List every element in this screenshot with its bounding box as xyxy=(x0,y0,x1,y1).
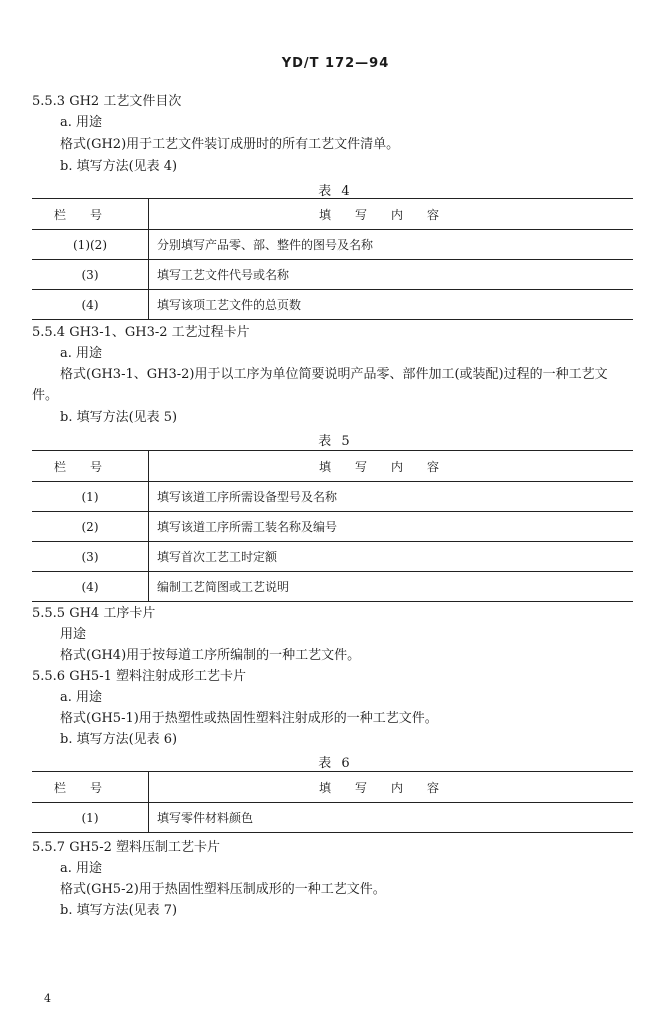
cell-field-no: (1) xyxy=(32,803,149,833)
table-4-caption: 表 4 xyxy=(318,184,353,199)
column-header-content: 填写内容 xyxy=(149,772,634,803)
table-header-row xyxy=(32,772,633,803)
table-6 xyxy=(32,771,633,833)
cell-field-no: (1)(2) xyxy=(32,230,149,260)
table-5-caption: 表 5 xyxy=(318,434,353,449)
cell-content: 填写工艺文件代号或名称 xyxy=(149,260,634,290)
cell-field-no: (4) xyxy=(32,572,149,602)
cell-content: 填写该项工艺文件的总页数 xyxy=(149,290,634,320)
column-header-field-no: 栏号 xyxy=(32,772,149,803)
section-5-5-4-a-text: 格式(GH3-1、GH3-2)用于以工序为单位简要说明产品零、部件加工(或装配)过程的一种工艺文 xyxy=(60,367,608,382)
section-5-5-6-a-text: 格式(GH5-1)用于热塑性或热固性塑料注射成形的一种工艺文件。 xyxy=(60,711,438,726)
section-5-5-3-a-text: 格式(GH2)用于工艺文件装订成册时的所有工艺文件清单。 xyxy=(60,137,400,152)
column-header-content: 填写内容 xyxy=(149,451,634,482)
section-5-5-3-b-label: b. 填写方法(见表 4) xyxy=(60,159,178,174)
table-row xyxy=(32,290,633,320)
section-5-5-5-title: 5.5.5 GH4 工序卡片 xyxy=(32,606,156,621)
table-row xyxy=(32,482,633,512)
section-5-5-6-title: 5.5.6 GH5-1 塑料注射成形工艺卡片 xyxy=(32,669,246,684)
section-5-5-7-a-label: a. 用途 xyxy=(60,861,103,876)
cell-field-no: (3) xyxy=(32,542,149,572)
section-5-5-6-a-label: a. 用途 xyxy=(60,690,103,705)
cell-field-no: (3) xyxy=(32,260,149,290)
section-5-5-7-title: 5.5.7 GH5-2 塑料压制工艺卡片 xyxy=(32,840,220,855)
section-5-5-5-a-text: 格式(GH4)用于按每道工序所编制的一种工艺文件。 xyxy=(60,648,361,663)
section-5-5-6-b-label: b. 填写方法(见表 6) xyxy=(60,732,178,747)
cell-content: 分别填写产品零、部、整件的图号及名称 xyxy=(149,230,634,260)
cell-content: 编制工艺简图或工艺说明 xyxy=(149,572,634,602)
cell-content: 填写该道工序所需设备型号及名称 xyxy=(149,482,634,512)
section-5-5-4-title: 5.5.4 GH3-1、GH3-2 工艺过程卡片 xyxy=(32,325,250,340)
cell-content: 填写零件材料颜色 xyxy=(149,803,634,833)
page-header: YD/T 172—94 xyxy=(281,56,390,71)
section-5-5-4-b-label: b. 填写方法(见表 5) xyxy=(60,410,178,425)
section-5-5-4-a-text-cont: 件。 xyxy=(32,388,59,403)
section-5-5-7-b-label: b. 填写方法(见表 7) xyxy=(60,903,178,918)
table-4 xyxy=(32,198,633,320)
column-header-field-no: 栏号 xyxy=(32,199,149,230)
section-5-5-3-title: 5.5.3 GH2 工艺文件目次 xyxy=(32,94,182,109)
table-row xyxy=(32,803,633,833)
page-number: 4 xyxy=(44,992,51,1005)
table-header-row xyxy=(32,451,633,482)
table-header-row xyxy=(32,199,633,230)
table-6-caption: 表 6 xyxy=(318,756,353,771)
section-5-5-3-a-label: a. 用途 xyxy=(60,115,103,130)
table-row xyxy=(32,542,633,572)
cell-field-no: (4) xyxy=(32,290,149,320)
section-5-5-7-a-text: 格式(GH5-2)用于热固性塑料压制成形的一种工艺文件。 xyxy=(60,882,386,897)
cell-content: 填写该道工序所需工装名称及编号 xyxy=(149,512,634,542)
table-row xyxy=(32,512,633,542)
cell-content: 填写首次工艺工时定额 xyxy=(149,542,634,572)
cell-field-no: (2) xyxy=(32,512,149,542)
table-row xyxy=(32,230,633,260)
table-5 xyxy=(32,450,633,602)
table-row xyxy=(32,260,633,290)
column-header-content: 填写内容 xyxy=(149,199,634,230)
cell-field-no: (1) xyxy=(32,482,149,512)
section-5-5-5-a-label: 用途 xyxy=(60,627,87,642)
column-header-field-no: 栏号 xyxy=(32,451,149,482)
table-row xyxy=(32,572,633,602)
section-5-5-4-a-label: a. 用途 xyxy=(60,346,103,361)
